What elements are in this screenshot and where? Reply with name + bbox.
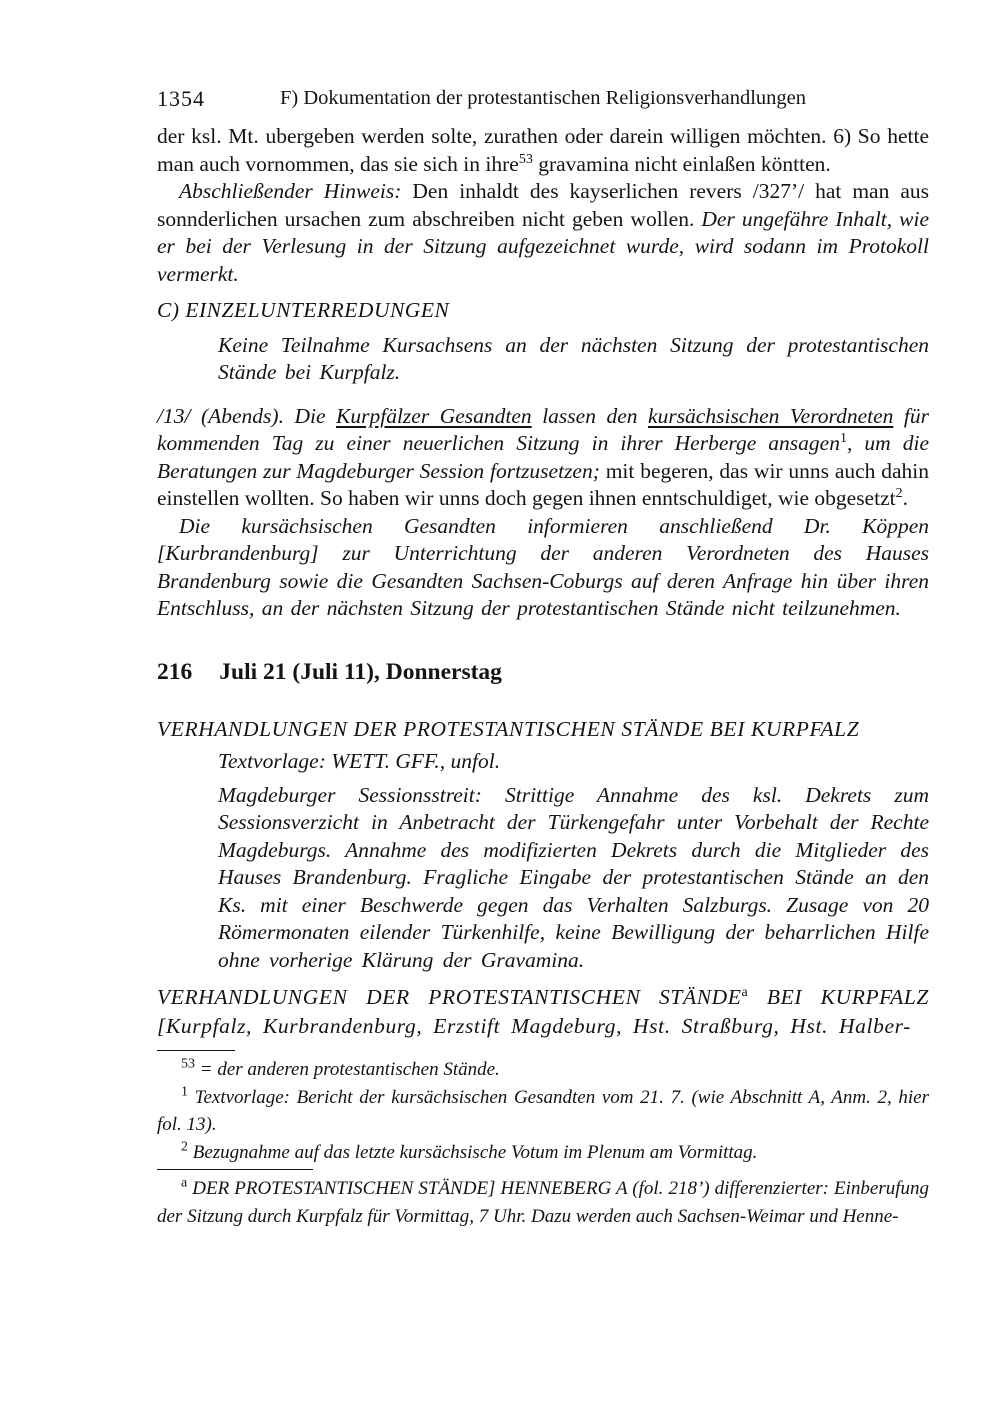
closing-note-label: Abschließender Hinweis: xyxy=(179,179,402,203)
apparatus-text: DER PROTESTANTISCHEN STÄNDE] HENNEBERG A (fol. 218’) differenzierter: Einberufung der Sitzung durch Kurpfalz für Vormittag, 7 Uhr. Dazu werden auch Sachsen-Weimar und Henne- xyxy=(157,1178,930,1227)
caps-text: VERHANDLUNGEN DER PROTESTANTISCHEN STÄNDE xyxy=(157,985,742,1009)
footnote-text: = der anderen protestantischen Stände. xyxy=(199,1059,500,1080)
footnotes-block xyxy=(157,1056,929,1166)
text-block xyxy=(157,85,929,1231)
entry-number: 216 xyxy=(157,658,193,685)
body-text: für kommenden Tag zu einer neuerlichen Sitzung in ihrer Herberge ansagen xyxy=(157,403,930,455)
body-text: Den inhaldt des kayserlichen revers /327’/ hat man aus sonnderlichen ursachen zum abschreiben nicht geben wollen. xyxy=(157,179,930,231)
body-text: . xyxy=(902,486,908,510)
entry-216-summary: Magdeburger Sessionsstreit: Strittige Annahme des ksl. Dekrets zum Sessionsverzicht in Anbetracht der Türkengefahr unter Vorbehalt der Rechte Magdeburgs. Annahme des modifizierten Dekrets durch die Mitglieder des Hauses Brandenburg. Fragliche Eingabe der protestantischen Stände an den Ks. mit einer Beschwerde gegen das Verhalten Salzburgs. Zusage von 20 Römermonaten eilender Türkenhilfe, keine Bewilligung der beharrlichen Hilfe ohne vorherige Klärung der Gravamina. xyxy=(218,782,929,972)
paragraph-13-abends xyxy=(157,403,929,513)
entry-216-heading xyxy=(157,657,929,687)
footnote-text: Textvorlage: Bericht der kursächsischen Gesandten vom 21. 7. (wie Abschnitt A, Anm. 2, hier fol. 13). xyxy=(157,1086,930,1135)
footnote-separator xyxy=(157,1050,235,1051)
footnote-marker: 1 xyxy=(181,1084,188,1100)
footnote-marker: 2 xyxy=(181,1139,188,1155)
running-header-title: F) Dokumentation der protestantischen Religionsverhandlungen xyxy=(279,87,807,109)
paragraph-closing-note xyxy=(157,178,929,288)
footnote-ref-2: 2 xyxy=(895,485,903,501)
page-header xyxy=(157,85,929,112)
footnote-53 xyxy=(157,1056,929,1084)
paragraph-kursachsen-gesandte: Die kursächsischen Gesandten informieren anschließend Dr. Köppen [Kurbrandenburg] zur Unterrichtung der anderen Verordneten des Hauses Brandenburg sowie die Gesandten Sachsen-Coburgs auf deren Anfrage hin über ihren Entschluss, an der nächsten Sitzung der protestantischen Stände nicht teilzunehmen. xyxy=(157,513,929,620)
section-heading-c: C) EINZELUNTERREDUNGEN xyxy=(157,298,450,322)
underlined-kurpfaelzer-gesandten: Kurpfälzer Gesandten xyxy=(336,403,532,428)
apparatus-separator xyxy=(157,1169,313,1170)
paragraph-continuation xyxy=(157,123,929,178)
caps-text: BEI KURPFALZ [Kurpfalz, Kurbrandenburg, Erzstift Magdeburg, Hst. Straßburg, Hst. Halber- xyxy=(157,985,929,1038)
footnote-text: Bezugnahme auf das letzte kursächsische Votum im Plenum am Vormittag. xyxy=(192,1141,758,1163)
footnote-marker: 53 xyxy=(181,1056,195,1072)
underlined-kursaechsische-verordnete: kursächsischen Verordneten xyxy=(648,403,894,428)
entry-title: Juli 21 (Juli 11), Donnerstag xyxy=(219,658,502,685)
body-text: , um die Beratungen zur Magdeburger Session fortzusetzen; xyxy=(157,431,930,483)
apparatus-marker: a xyxy=(181,1175,188,1191)
page-number: 1354 xyxy=(157,86,205,111)
body-text: gravamina nicht einlaßen köntten. xyxy=(532,151,831,176)
footnote-ref-53: 53 xyxy=(518,151,533,167)
body-text: mit begeren, das wir unns auch dahin einstellen wollten. So haben wir unns doch gegen ihnen enntschuldiget, wie obgesetzt xyxy=(157,458,929,510)
body-text: der ksl. Mt. ubergeben werden solte, zurathen oder darein willigen möchten. 6) So hette man auch vornommen, das sie sich in ihre xyxy=(157,124,929,176)
editorial-note: Der ungefähre Inhalt, wie er bei der Verlesung in der Sitzung aufgezeichnet wurde, wird sodann im Protokoll vermerkt. xyxy=(157,206,929,286)
textvorlage-line: Textvorlage: WETT. GFF., unfol. xyxy=(218,749,501,773)
main-text-start xyxy=(157,983,929,1041)
footnote-2 xyxy=(157,1139,929,1167)
apparatus-note-a xyxy=(157,1175,929,1231)
body-text: lassen den xyxy=(531,403,649,428)
footnote-1 xyxy=(157,1084,929,1139)
section-summary: Keine Teilnahme Kursachsens an der nächsten Sitzung der protestantischen Stände bei Kurpfalz. xyxy=(218,332,929,384)
apparatus-ref-a: a xyxy=(741,984,749,1000)
verhandlungen-heading: VERHANDLUNGEN DER PROTESTANTISCHEN STÄNDE BEI KURPFALZ xyxy=(157,716,860,741)
body-text: /13/ (Abends). Die xyxy=(157,403,337,428)
footnote-ref-1: 1 xyxy=(839,430,847,446)
